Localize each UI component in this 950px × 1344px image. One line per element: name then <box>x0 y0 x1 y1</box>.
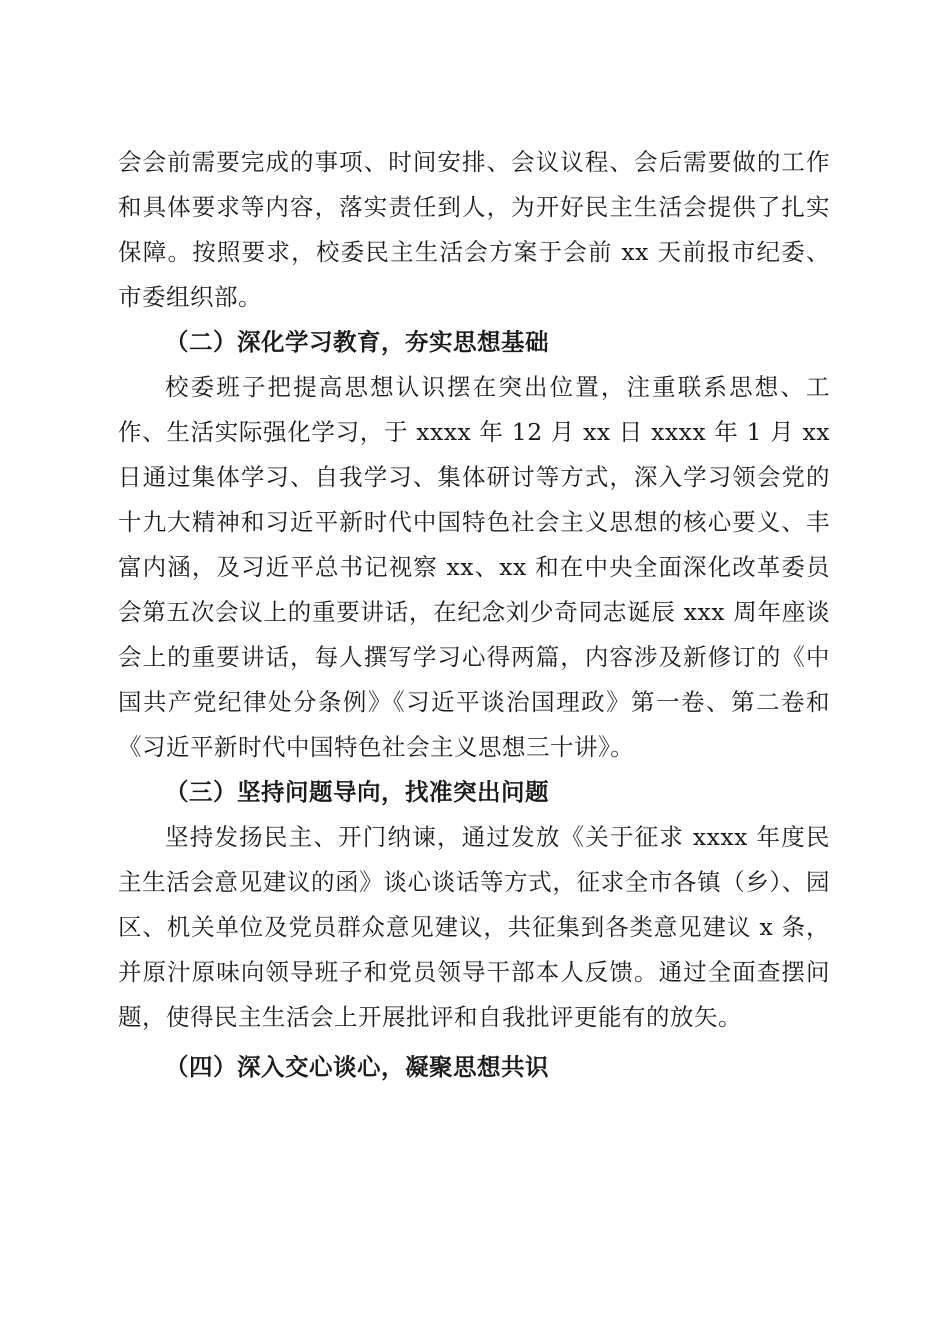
section-heading-4: （四）深入交心谈心，凝聚思想共识 <box>165 1053 549 1081</box>
section-heading-3: （三）坚持问题导向，找准突出问题 <box>165 778 549 806</box>
paragraph-continuation: 会会前需要完成的事项、时间安排、会议议程、会后需要做的工作和具体要求等内容，落实责任到人，为开好民主生活会提供了扎实保障。按照要求，校委民主生活会方案于会前 xx 天前报市纪委、市委组织部。 <box>118 148 830 311</box>
document-body <box>118 140 830 1090</box>
paragraph-study: 校委班子把提高思想认识摆在突出位置，注重联系思想、工作、生活实际强化学习，于 xxxx 年 12 月 xx 日 xxxx 年 1 月 xx 日通过集体学习、自我学习、集体研讨等方式，深入学习领会党的十九大精神和习近平新时代中国特色社会主义思想的核心要义、丰富内涵，及习近平总书记视察 xx、xx 和在中央全面深化改革委员会第五次会议上的重要讲话，在纪念刘少奇同志诞辰 xxx 周年座谈会上的重要讲话，每人撰写学习心得两篇，内容涉及新修订的《中国共产党纪律处分条例》《习近平谈治国理政》第一卷、第二卷和《习近平新时代中国特色社会主义思想三十讲》。 <box>118 373 830 761</box>
paragraph-problems: 坚持发扬民主、开门纳谏，通过发放《关于征求 xxxx 年度民主生活会意见建议的函》谈心谈话等方式，征求全市各镇（乡）、园区、机关单位及党员群众意见建议，共征集到各类意见建议 x 条，并原汁原味向领导班子和党员领导干部本人反馈。通过全面查摆问题，使得民主生活会上开展批评和自我批评更能有的放矢。 <box>118 823 830 1031</box>
section-heading-2: （二）深化学习教育，夯实思想基础 <box>165 328 549 356</box>
